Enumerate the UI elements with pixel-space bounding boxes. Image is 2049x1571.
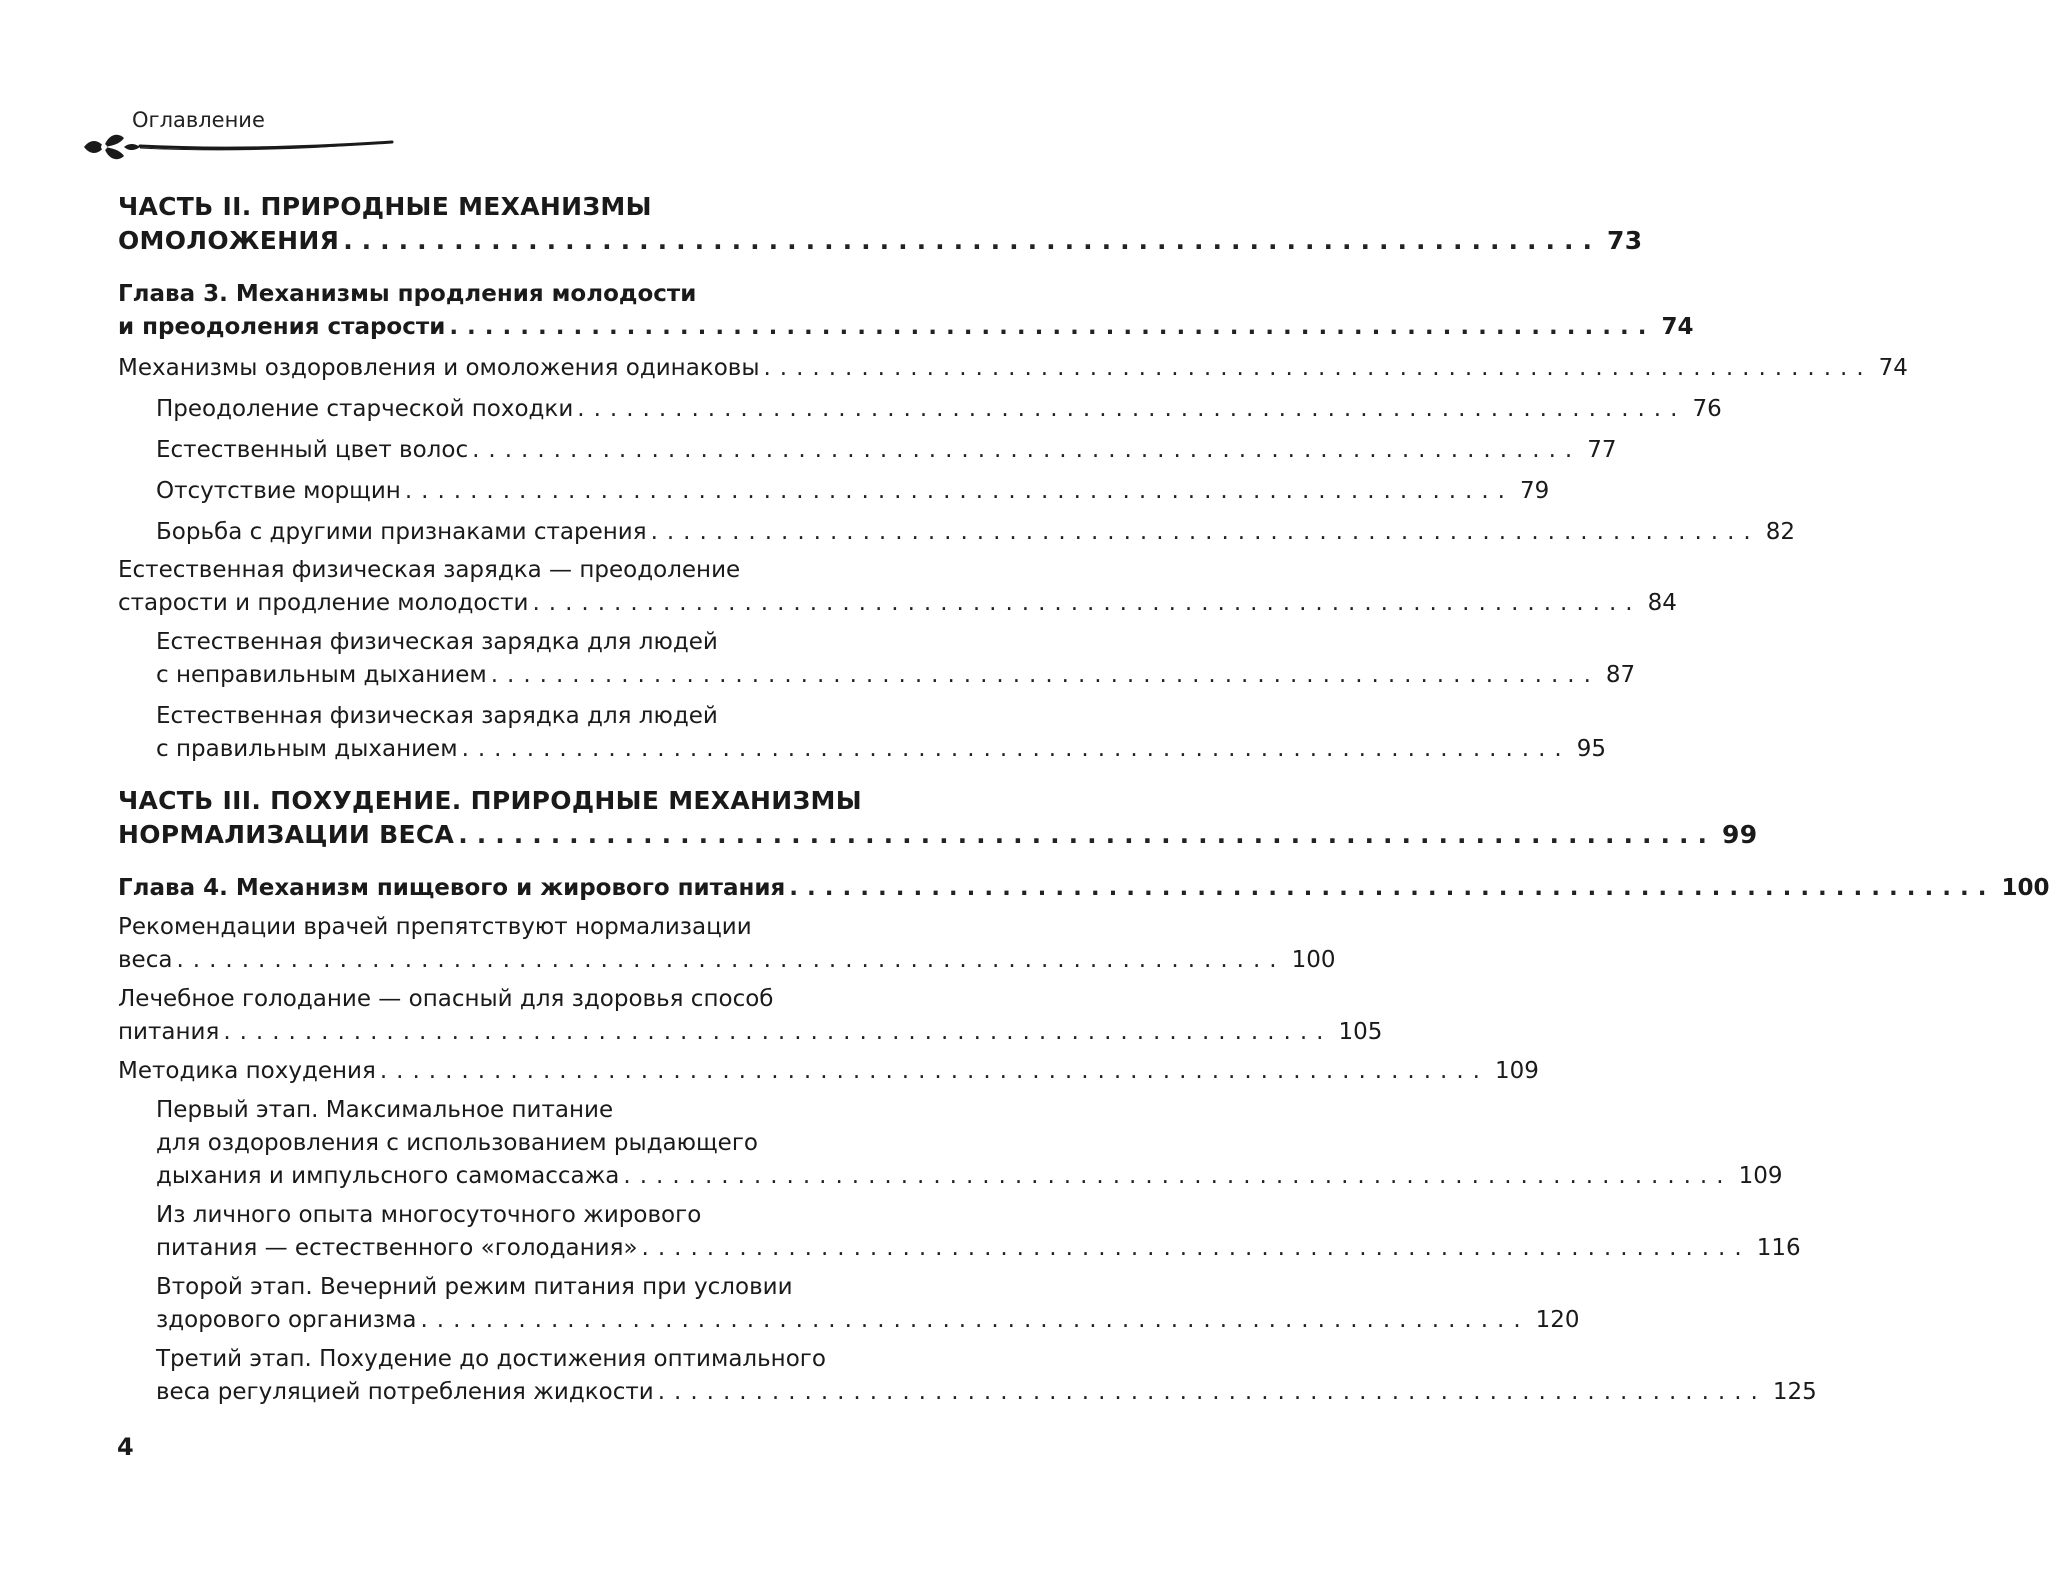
dot-leader: .................................................................... [657,1379,1767,1405]
toc-entry-section[interactable] [118,1055,1539,1088]
toc-page-number: 74 [1661,314,1694,340]
dot-leader: .................................................................... [461,736,1571,762]
toc-entry-text: Второй этап. Вечерний режим питания при условии [156,1274,793,1300]
toc-entry-text: и преодоления старости [118,314,446,340]
toc-page-number: 100 [2001,875,2049,901]
toc-entry-part-3[interactable] [118,784,1758,852]
toc-entry-text: веса [118,947,173,973]
toc-page-number: 73 [1607,226,1643,255]
toc-entry-text: Естественная физическая зарядка для людей [156,629,718,655]
toc-page-number: 74 [1878,355,1908,381]
toc-entry-text: Методика похудения [118,1058,376,1084]
toc-page-number: 87 [1605,662,1636,688]
toc-entry-text: Третий этап. Похудение до достижения оптимального [156,1346,826,1372]
toc-entry-subsection[interactable] [118,393,1722,426]
toc-entry-text: ОМОЛОЖЕНИЯ [118,226,340,255]
toc-entry-subsection[interactable] [118,1094,1783,1193]
toc-entry-chapter-4[interactable] [118,872,2049,905]
toc-page-number: 76 [1692,396,1722,422]
dot-leader: .................................................................... [789,875,1996,901]
toc-page-number: 100 [1291,947,1336,973]
dot-leader: .................................................................... [223,1019,1333,1045]
dot-leader: .................................................................... [176,947,1286,973]
ornament-divider-icon [80,130,410,160]
dot-leader: .................................................................... [458,820,1717,849]
dot-leader: .................................................................... [379,1058,1489,1084]
toc-entry-text: здорового организма [156,1307,417,1333]
toc-entry-section[interactable] [118,554,1677,620]
dot-leader: .................................................................... [532,590,1642,616]
dot-leader: .................................................................... [490,662,1600,688]
dot-leader: .................................................................... [641,1235,1751,1261]
toc-page-number: 82 [1765,519,1795,545]
toc-page-number: 84 [1647,590,1677,616]
dot-leader: .................................................................... [763,355,1873,381]
toc-entry-text: Из личного опыта многосуточного жирового [156,1202,702,1228]
toc-entry-text: Преодоление старческой походки [156,396,574,422]
dot-leader: .................................................................... [449,314,1656,340]
table-of-contents [118,190,2049,1409]
toc-entry-text: ЧАСТЬ II. ПРИРОДНЫЕ МЕХАНИЗМЫ [118,192,652,221]
toc-entry-text: НОРМАЛИЗАЦИИ ВЕСА [118,820,455,849]
dot-leader: .................................................................... [623,1163,1733,1189]
toc-page-number: 79 [1520,478,1550,504]
toc-entry-text: Глава 3. Механизмы продления молодости [118,281,697,307]
toc-entry-subsection[interactable] [118,434,1617,467]
toc-entry-text: дыхания и импульсного самомассажа [156,1163,620,1189]
toc-page-number: 109 [1738,1163,1783,1189]
toc-entry-section[interactable] [118,911,1336,977]
dot-leader: .................................................................... [472,437,1582,463]
toc-entry-text: Борьба с другими признаками старения [156,519,647,545]
toc-entry-text: для оздоровления с использованием рыдающего [156,1130,758,1156]
toc-entry-text: с правильным дыханием [156,736,458,762]
toc-entry-text: Первый этап. Максимальное питание [156,1097,614,1123]
toc-entry-text: веса регуляцией потребления жидкости [156,1379,654,1405]
toc-entry-section[interactable] [118,983,1383,1049]
running-head [80,100,410,170]
toc-entry-text: Отсутствие морщин [156,478,401,504]
toc-entry-chapter-3[interactable] [118,278,1694,344]
dot-leader: .................................................................... [343,226,1601,255]
toc-entry-text: Лечебное голодание — опасный для здоровья способ [118,986,774,1012]
toc-entry-subsection[interactable] [118,475,1550,508]
toc-page-number: 125 [1772,1379,1817,1405]
toc-entry-text: ЧАСТЬ III. ПОХУДЕНИЕ. ПРИРОДНЫЕ МЕХАНИЗМЫ [118,786,862,815]
toc-page-number: 109 [1494,1058,1539,1084]
toc-entry-text: Естественный цвет волос [156,437,469,463]
toc-entry-part-2[interactable] [118,190,1643,258]
toc-entry-text: Рекомендации врачей препятствуют нормализации [118,914,752,940]
toc-entry-text: старости и продление молодости [118,590,529,616]
toc-entry-subsection[interactable] [118,1199,1801,1265]
toc-page-number: 116 [1756,1235,1801,1261]
page-number-folio: 4 [117,1433,134,1461]
toc-entry-text: Механизмы оздоровления и омоложения одинаковы [118,355,760,381]
toc-entry-subsection[interactable] [118,700,1606,766]
toc-entry-subsection[interactable] [118,1343,1817,1409]
toc-page-number: 120 [1535,1307,1580,1333]
running-head-title: Оглавление [132,108,265,132]
toc-entry-text: с неправильным дыханием [156,662,487,688]
dot-leader: .................................................................... [404,478,1514,504]
toc-entry-section[interactable] [118,352,1908,385]
toc-page-number: 77 [1587,437,1617,463]
dot-leader: .................................................................... [420,1307,1530,1333]
toc-entry-text: питания [118,1019,220,1045]
dot-leader: .................................................................... [577,396,1687,422]
toc-entry-text: Глава 4. Механизм пищевого и жирового питания [118,875,786,901]
toc-entry-text: Естественная физическая зарядка — преодоление [118,557,741,583]
toc-page-number: 95 [1576,736,1606,762]
toc-entry-text: Естественная физическая зарядка для людей [156,703,718,729]
dot-leader: .................................................................... [650,519,1760,545]
toc-page-number: 99 [1722,820,1758,849]
toc-page-number: 105 [1338,1019,1383,1045]
toc-entry-subsection[interactable] [118,516,1795,549]
toc-entry-subsection[interactable] [118,1271,1580,1337]
toc-entry-subsection[interactable] [118,626,1636,692]
toc-entry-text: питания — естественного «голодания» [156,1235,638,1261]
